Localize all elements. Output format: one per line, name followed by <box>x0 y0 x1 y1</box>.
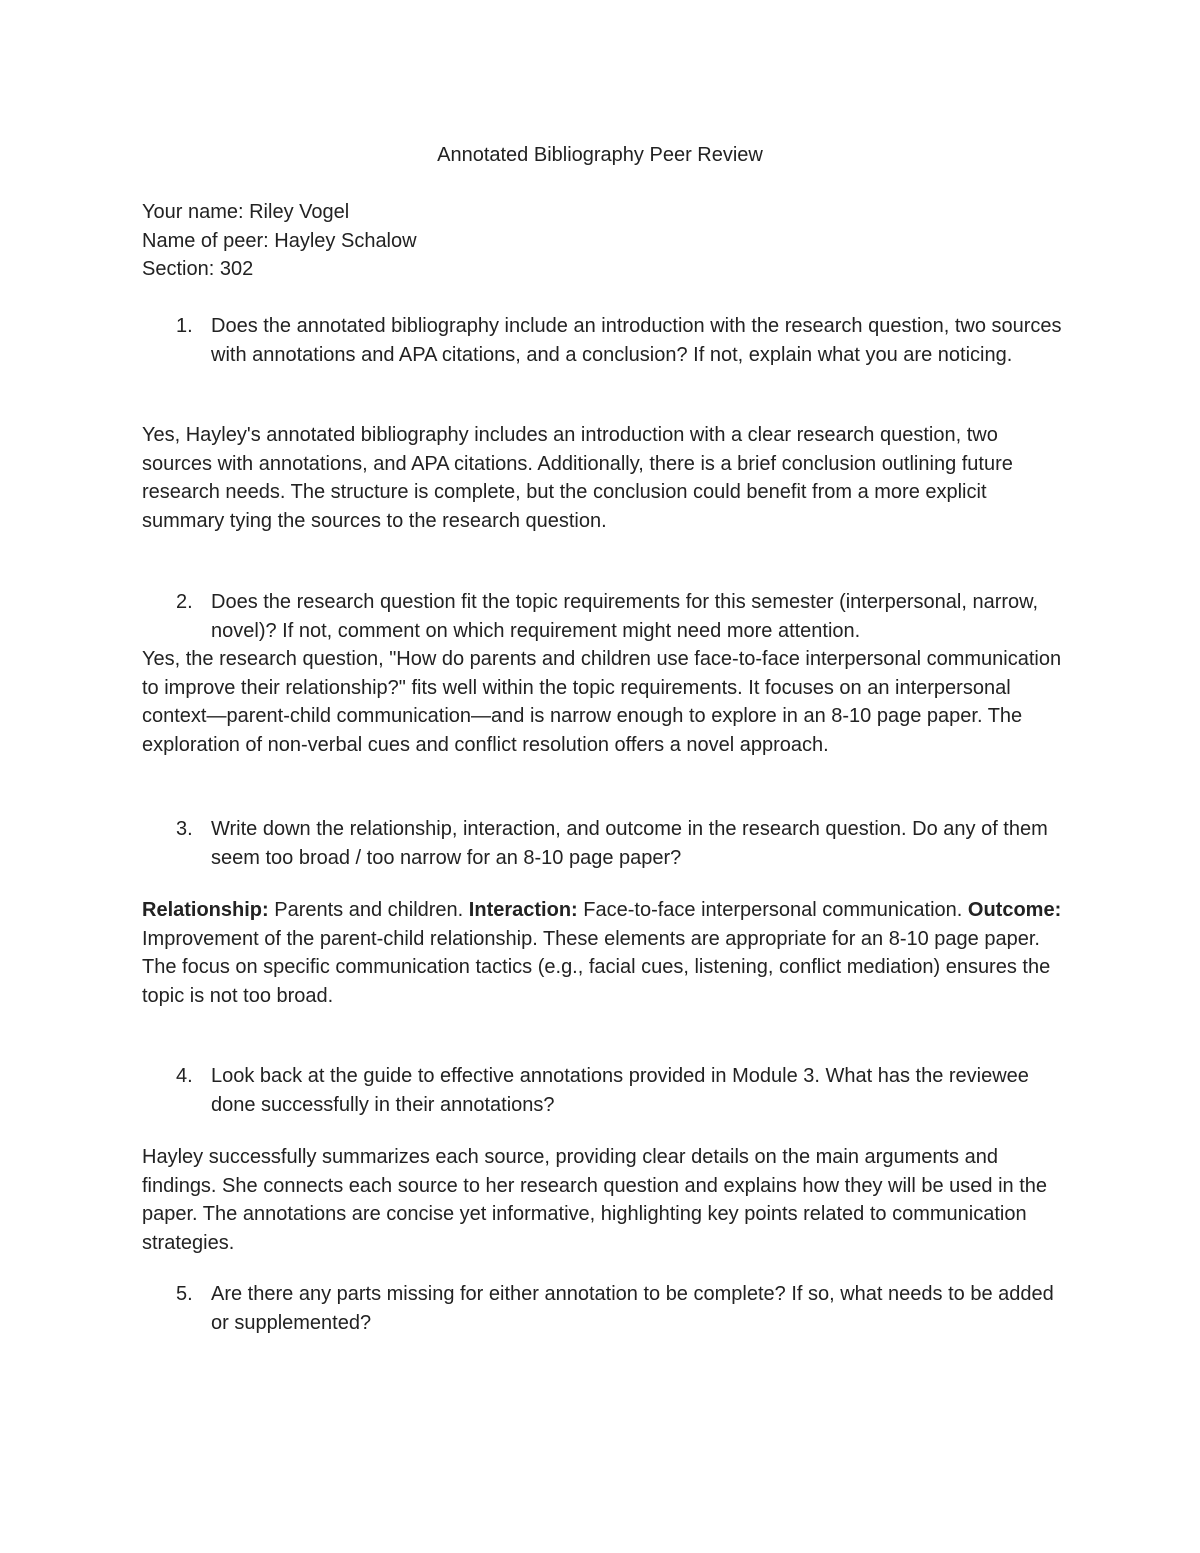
relationship-text: Parents and children. <box>268 899 469 921</box>
question-4 <box>142 1062 1062 1119</box>
question-text: Does the annotated bibliography include an introduction with the research question, two sources with annotations and APA citations, and a conclusion? If not, explain what you are noticing. <box>211 315 1062 366</box>
peer-name: Name of peer: Hayley Schalow <box>142 229 417 252</box>
outcome-label: Outcome: <box>967 899 1062 921</box>
section-number: Section: 302 <box>142 258 254 280</box>
question-number: 5. <box>176 1283 193 1305</box>
question-number: 2. <box>176 591 193 613</box>
header-info <box>142 198 417 284</box>
question-1 <box>142 312 1062 369</box>
interaction-label: Interaction: <box>468 899 578 921</box>
question-number: 1. <box>176 315 193 337</box>
your-name: Your name: Riley Vogel <box>142 201 350 223</box>
outcome-text: Improvement of the parent-child relationship. These elements are appropriate for an 8-10 page paper. The focus on specific communication tactics (e.g., facial cues, listening, conflict mediation) ensures the topic is not too broad. <box>142 927 1051 1007</box>
answer-2: Yes, the research question, "How do parents and children use face-to-face interpersonal communication to improve their relationship?" fits well within the topic requirements. It focuses on an interpersonal context—parent-child communication—and is narrow enough to explore in an 8-10 page paper. The exploration of non-verbal cues and conflict resolution offers a novel approach. <box>142 648 1062 756</box>
document-title: Annotated Bibliography Peer Review <box>437 144 763 166</box>
question-number: 4. <box>176 1065 193 1087</box>
question-text: Look back at the guide to effective annotations provided in Module 3. What has the reviewee done successfully in their annotations? <box>211 1065 1029 1116</box>
question-text: Write down the relationship, interaction, and outcome in the research question. Do any of them seem too broad / too narrow for an 8-10 page paper? <box>211 818 1048 869</box>
interaction-text: Face-to-face interpersonal communication. <box>577 899 968 921</box>
question-text: Are there any parts missing for either annotation to be complete? If so, what needs to be added or supplemented? <box>211 1283 1054 1334</box>
answer-1: Yes, Hayley's annotated bibliography includes an introduction with a clear research question, two sources with annotations, and APA citations. Additionally, there is a brief conclusion outlining future research needs. The structure is complete, but the conclusion could benefit from a more explicit summary tying the sources to the research question. <box>142 424 1013 532</box>
question-text: Does the research question fit the topic requirements for this semester (interpersonal, narrow, novel)? If not, comment on which requirement might need more attention. <box>211 591 1039 642</box>
question-5 <box>142 1280 1062 1337</box>
question-number: 3. <box>176 818 193 840</box>
question-2 <box>142 588 1062 645</box>
relationship-label: Relationship: <box>142 899 269 921</box>
question-3 <box>142 815 1062 872</box>
answer-4: Hayley successfully summarizes each source, providing clear details on the main arguments and findings. She connects each source to her research question and explains how they will be used in the paper. The annotations are concise yet informative, highlighting key points related to communication strategies. <box>142 1146 1047 1254</box>
answer-3 <box>142 896 1064 1010</box>
